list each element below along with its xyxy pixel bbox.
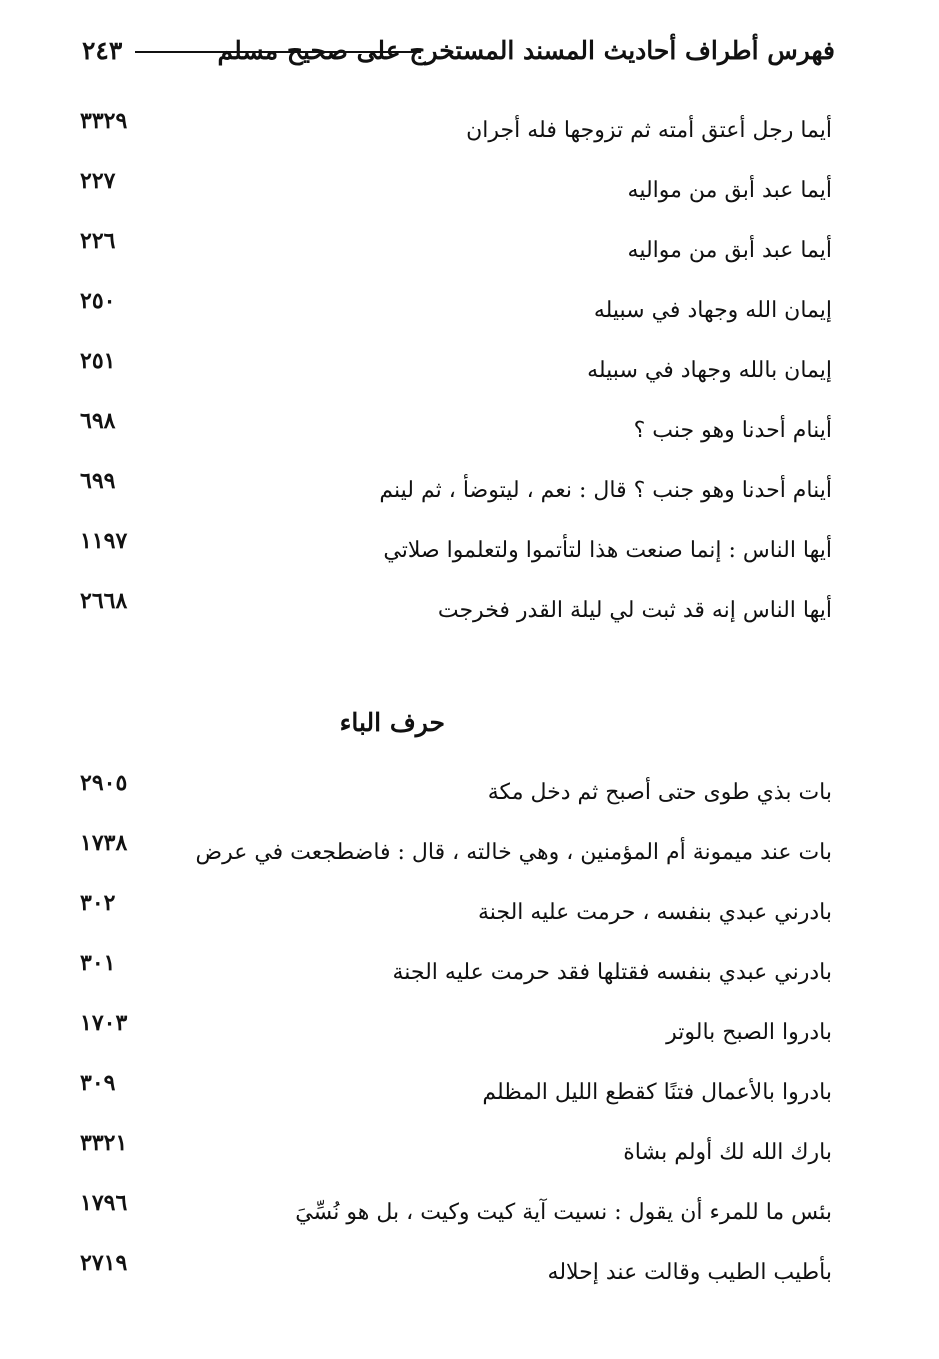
entry-number: ١٧٩٦ xyxy=(80,1190,128,1216)
index-entry xyxy=(80,348,832,388)
index-entry xyxy=(80,228,832,268)
index-entry xyxy=(80,1010,832,1050)
entry-text: بادروا بالأعمال فتنًا كقطع الليل المظلم xyxy=(482,1080,832,1105)
entry-text: بات بذي طوى حتى أصبح ثم دخل مكة xyxy=(487,780,832,805)
index-entry xyxy=(80,588,832,628)
entry-number: ٦٩٩ xyxy=(80,468,116,494)
entry-text: أينام أحدنا وهو جنب ؟ xyxy=(633,418,832,443)
header-rule xyxy=(135,51,421,53)
index-entry xyxy=(80,528,832,568)
entry-number: ٢٧١٩ xyxy=(80,1250,128,1276)
index-entry xyxy=(80,1190,832,1230)
entry-number: ٢٩٠٥ xyxy=(80,770,128,796)
index-entry xyxy=(80,770,832,810)
index-entry xyxy=(80,830,832,870)
entry-text: إيمان بالله وجهاد في سبيله xyxy=(587,358,832,383)
entry-text: أيها الناس : إنما صنعت هذا لتأتموا ولتعلموا صلاتي xyxy=(383,538,832,563)
entry-number: ٢٥٠ xyxy=(80,288,116,314)
entry-number: ٣٣٢٩ xyxy=(80,108,128,134)
index-entry xyxy=(80,1070,832,1110)
entry-text: بات عند ميمونة أم المؤمنين ، وهي خالته ، قال : فاضطجعت في عرض xyxy=(195,840,832,865)
index-entry xyxy=(80,288,832,328)
entry-number: ٦٩٨ xyxy=(80,408,116,434)
section-heading: حرف الباء xyxy=(339,708,445,737)
entry-number: ١٧٣٨ xyxy=(80,830,128,856)
entry-text: بئس ما للمرء أن يقول : نسيت آية كيت وكيت ، بل هو نُسِّيَ xyxy=(295,1200,832,1225)
entry-number: ٢٢٦ xyxy=(80,228,116,254)
entry-text: بادرني عبدي بنفسه فقتلها فقد حرمت عليه الجنة xyxy=(392,960,832,985)
entry-text: أيما رجل أعتق أمته ثم تزوجها فله أجران xyxy=(466,118,832,143)
entry-text: بادرني عبدي بنفسه ، حرمت عليه الجنة xyxy=(477,900,832,925)
entry-number: ٣٠٢ xyxy=(80,890,116,916)
entry-number: ١٧٠٣ xyxy=(80,1010,128,1036)
index-entry xyxy=(80,468,832,508)
index-entry xyxy=(80,1130,832,1170)
entry-text: بأطيب الطيب وقالت عند إحلاله xyxy=(547,1260,832,1285)
entry-number: ١١٩٧ xyxy=(80,528,128,554)
entry-text: إيمان الله وجهاد في سبيله xyxy=(593,298,832,323)
entry-text: أيها الناس إنه قد ثبت لي ليلة القدر فخرجت xyxy=(437,598,832,623)
index-entry xyxy=(80,890,832,930)
entry-number: ٣٣٢١ xyxy=(80,1130,128,1156)
entry-text: بارك الله لك أولم بشاة xyxy=(623,1140,832,1165)
page-number: ٢٤٣ xyxy=(82,36,123,65)
entry-text: أيما عبد أبق من مواليه xyxy=(627,178,832,203)
running-header xyxy=(80,32,835,76)
index-entry xyxy=(80,108,832,148)
index-entry xyxy=(80,950,832,990)
index-entry xyxy=(80,1250,832,1290)
entry-number: ٢٦٦٨ xyxy=(80,588,128,614)
entry-text: أينام أحدنا وهو جنب ؟ قال : نعم ، ليتوضأ ، ثم لينم xyxy=(379,478,832,503)
index-entry xyxy=(80,408,832,448)
entry-number: ٣٠١ xyxy=(80,950,116,976)
header-title: فهرس أطراف أحاديث المسند المستخرج على صحيح مسلم xyxy=(217,36,835,65)
entry-number: ٢٥١ xyxy=(80,348,116,374)
entry-number: ٢٢٧ xyxy=(80,168,116,194)
entry-number: ٣٠٩ xyxy=(80,1070,116,1096)
index-entry xyxy=(80,168,832,208)
entry-text: أيما عبد أبق من مواليه xyxy=(627,238,832,263)
entry-text: بادروا الصبح بالوتر xyxy=(666,1020,832,1045)
